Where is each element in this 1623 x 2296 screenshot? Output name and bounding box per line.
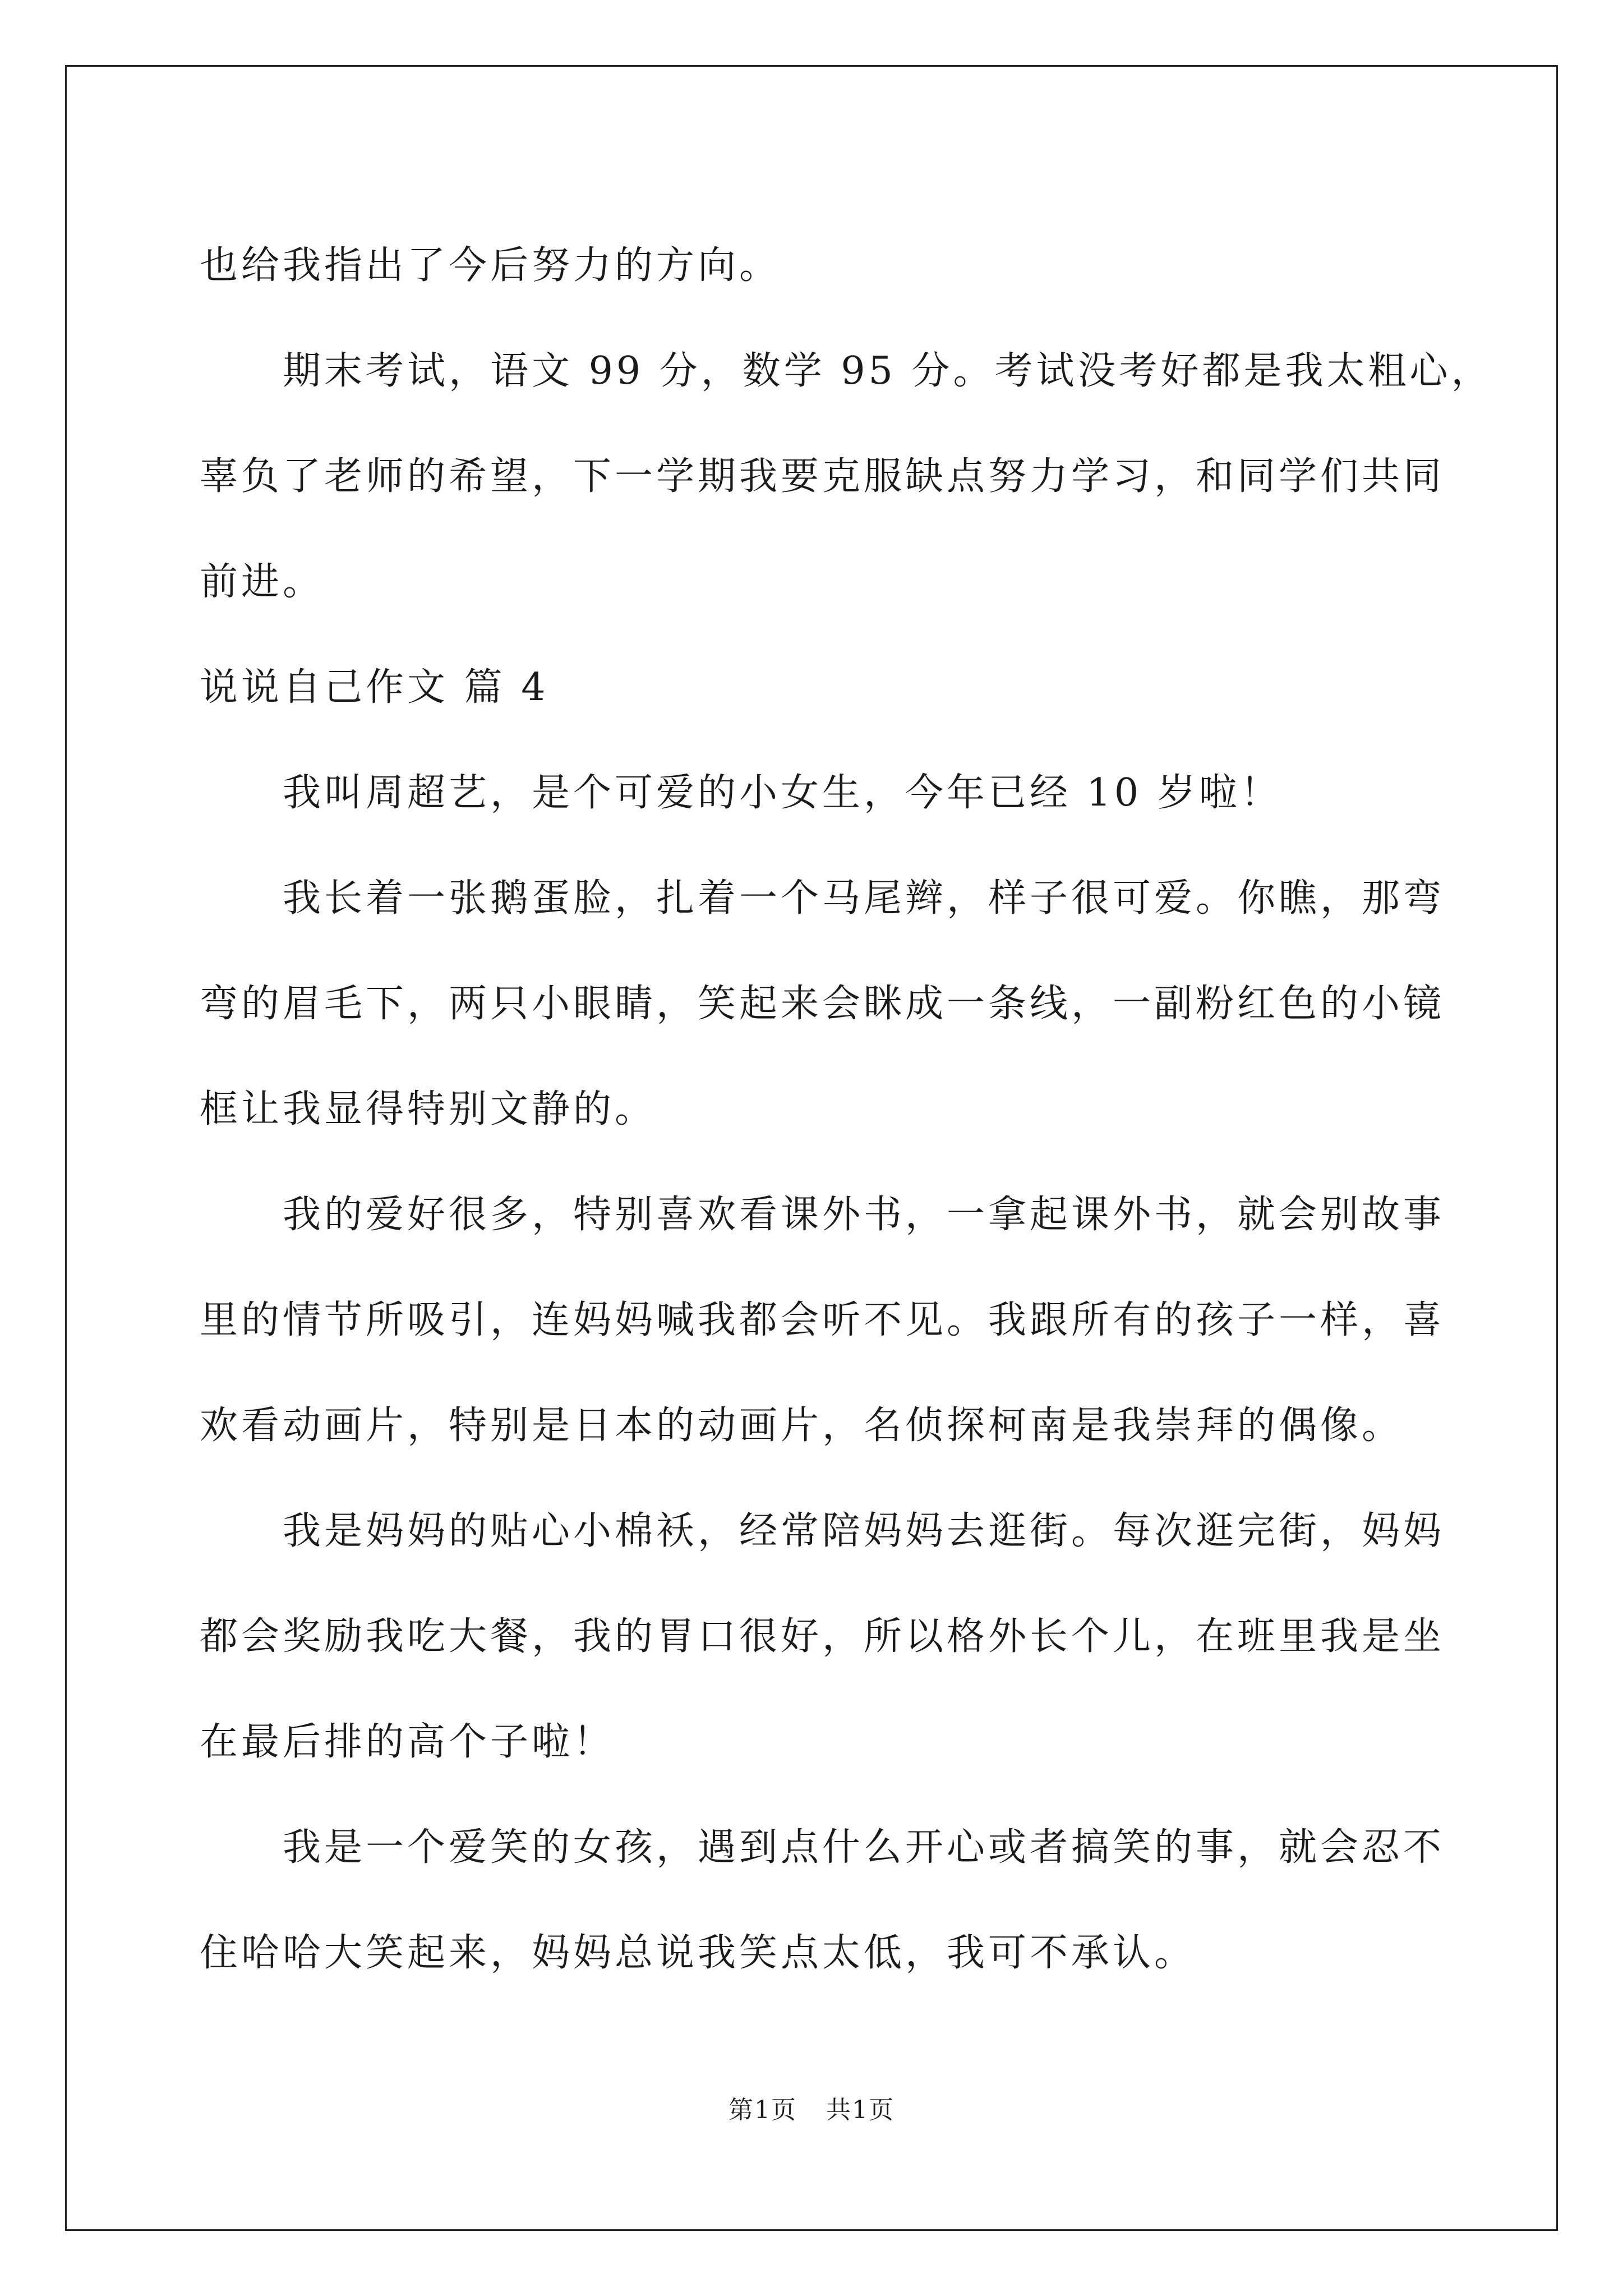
page-total: 共1页 [826,2096,895,2124]
text-line: 都会奖励我吃大餐，我的胃口很好，所以格外长个儿，在班里我是坐 [200,1614,1445,1659]
section-heading: 说说自己作文 篇 4 [200,665,549,710]
paragraph-start: 我长着一张鹅蛋脸，扎着一个马尾辫，样子很可爱。你瞧，那弯 [283,876,1445,921]
paragraph-start: 期末考试，语文 99 分，数学 95 分。考试没考好都是我太粗心， [283,349,1493,393]
text-line: 住哈哈大笑起来，妈妈总说我笑点太低，我可不承认。 [200,1931,1196,1975]
page-number: 第1页 [728,2096,797,2124]
paragraph-start: 我的爱好很多，特别喜欢看课外书，一拿起课外书，就会别故事 [283,1193,1445,1237]
text-line: 也给我指出了今后努力的方向。 [200,243,781,288]
page-footer [0,2090,1623,2125]
text-line: 里的情节所吸引，连妈妈喊我都会听不见。我跟所有的孩子一样，喜 [200,1298,1445,1342]
text-line: 欢看动画片，特别是日本的动画片，名侦探柯南是我崇拜的偶像。 [200,1404,1404,1448]
paragraph-start: 我是妈妈的贴心小棉袄，经常陪妈妈去逛街。每次逛完街，妈妈 [283,1509,1445,1553]
paragraph-start: 我叫周超艺，是个可爱的小女生，今年已经 10 岁啦！ [283,771,1282,815]
text-line: 弯的眉毛下，两只小眼睛，笑起来会眯成一条线，一副粉红色的小镜 [200,982,1445,1026]
document-body [200,213,1493,2006]
text-line: 前进。 [200,560,325,604]
text-line: 辜负了老师的希望，下一学期我要克服缺点努力学习，和同学们共同 [200,454,1445,499]
text-line: 在最后排的高个子啦！ [200,1720,615,1764]
text-line: 框让我显得特别文静的。 [200,1087,657,1131]
paragraph-start: 我是一个爱笑的女孩，遇到点什么开心或者搞笑的事，就会忍不 [283,1825,1445,1870]
